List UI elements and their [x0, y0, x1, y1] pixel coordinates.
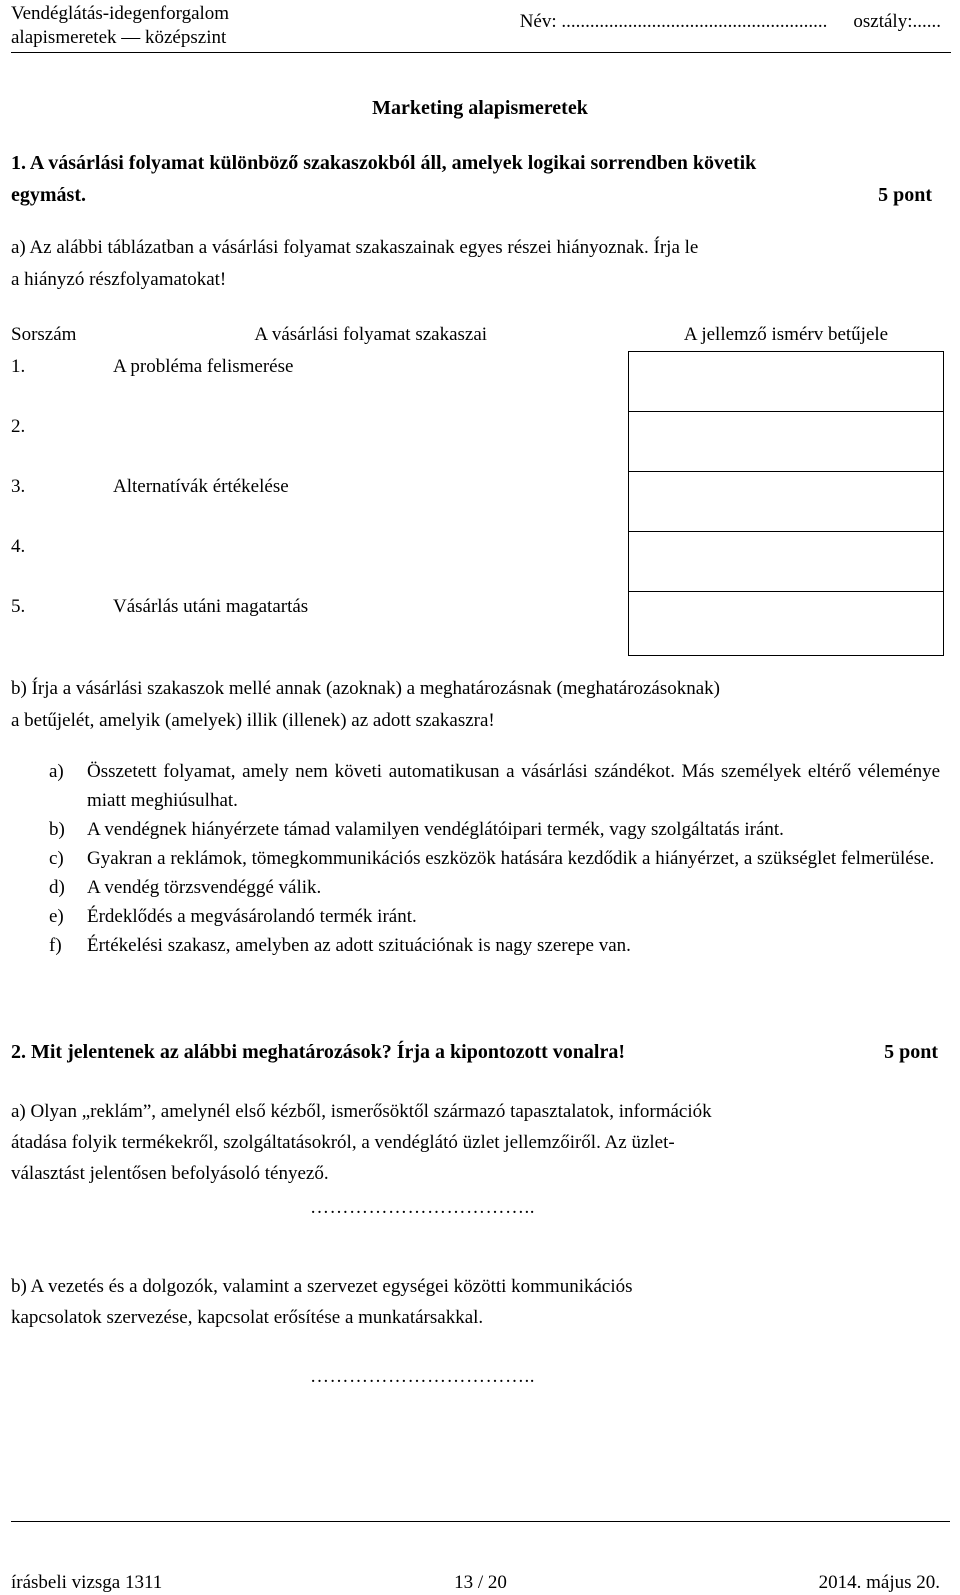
row-letter-cell[interactable]: [629, 352, 944, 412]
row-stage-blank[interactable]: [113, 532, 629, 592]
row-letter-cell[interactable]: [629, 412, 944, 472]
list-item: [11, 815, 940, 844]
header-subject-line1: Vendéglátás-idegenforgalom: [11, 3, 230, 24]
list-item: [11, 931, 940, 960]
question-1-line2: egymást.: [11, 184, 86, 206]
table-row: [11, 352, 944, 412]
definition-label: e): [49, 906, 64, 927]
question-1b-line1: b) Írja a vásárlási szakaszok mellé annak (azoknak) a meghatározásnak (meghatározásoknak): [11, 678, 720, 699]
definition-label: f): [49, 935, 62, 956]
definition-label: c): [49, 848, 64, 869]
question-1a-instruction: [11, 232, 950, 296]
col-header-stage: A vásárlási folyamat szakaszai: [254, 324, 488, 346]
page-footer: [11, 1521, 950, 1593]
question-2-points: 5 pont: [884, 1041, 938, 1063]
row-letter-cell[interactable]: [629, 472, 944, 532]
row-stage[interactable]: Alternatívák értékelése: [113, 475, 289, 497]
question-1b-instruction: [11, 673, 950, 737]
definition-label: b): [49, 819, 65, 840]
table-row: [11, 592, 944, 656]
question-1a-line1: a) Az alábbi táblázatban a vásárlási folyamat szakaszainak egyes részei hiányoznak. Írja le: [11, 237, 699, 258]
question-1b-line2: a betűjelét, amelyik (amelyek) illik (illenek) az adott szakaszra!: [11, 710, 495, 731]
question-2b-line1: b) A vezetés és a dolgozók, valamint a szervezet egységei közötti kommunikációs: [11, 1276, 633, 1297]
row-letter-cell[interactable]: [629, 532, 944, 592]
col-header-letter: A jellemző ismérv betűjele: [683, 324, 889, 345]
definition-label: d): [49, 877, 65, 898]
definition-text: Gyakran a reklámok, tömegkommunikációs eszközök hatására kezdődik a hiányérzet, a szükséglet felmerülése.: [87, 848, 935, 869]
row-number: 4.: [11, 535, 26, 557]
header-subject: [11, 2, 229, 50]
section-title: Marketing alapismeretek: [372, 97, 588, 119]
list-item: [11, 757, 940, 815]
row-stage[interactable]: A probléma felismerése: [113, 355, 294, 377]
row-number: 5.: [11, 595, 26, 617]
footer-date: 2014. május 20.: [818, 1572, 940, 1593]
definitions-list: [11, 757, 940, 960]
definition-text: Összetett folyamat, amely nem követi automatikusan a vásárlási szándékot. Más személyek eltérő véleménye miatt meghiúsulhat.: [87, 761, 940, 811]
definition-text: A vendég törzsvendéggé válik.: [87, 877, 322, 898]
definition-text: Értékelési szakasz, amelyben az adott szituációnak is nagy szerepe van.: [87, 935, 631, 956]
answer-line-a[interactable]: ……………………………..: [310, 1197, 535, 1218]
question-1a-line2: a hiányzó részfolyamatokat!: [11, 269, 227, 290]
footer-exam-code: írásbeli vizsga 1311: [11, 1572, 163, 1593]
definition-text: A vendégnek hiányérzete támad valamilyen vendéglátóipari termék, vagy szolgáltatás iránt.: [87, 819, 784, 840]
row-stage-blank[interactable]: [113, 412, 629, 472]
row-number: 3.: [11, 475, 26, 497]
row-letter-cell[interactable]: [629, 592, 944, 656]
table-header-row: [11, 319, 944, 352]
row-stage[interactable]: Vásárlás utáni magatartás: [113, 595, 309, 617]
answer-line-b[interactable]: ……………………………..: [310, 1366, 535, 1387]
purchase-stages-table: [11, 319, 944, 656]
definition-text: Érdeklődés a megvásárolandó termék iránt.: [87, 906, 417, 927]
footer-page-number: 13 / 20: [454, 1572, 507, 1593]
definition-label: a): [49, 761, 64, 782]
list-item: [11, 902, 940, 931]
row-number: 2.: [11, 415, 26, 437]
question-2a-line2: átadása folyik termékekről, szolgáltatásokról, a vendéglátó üzlet jellemzőiről. Az üzlet-: [11, 1132, 675, 1153]
question-2-title: [11, 1040, 950, 1064]
header-subject-line2: alapismeretek — középszint: [11, 27, 227, 48]
question-2-text: 2. Mit jelentenek az alábbi meghatározások? Írja a kipontozott vonalra!: [11, 1041, 626, 1063]
question-1-text: [11, 147, 950, 211]
col-header-number: Sorszám: [11, 324, 77, 346]
question-2a-line3: választást jelentősen befolyásoló tényező.: [11, 1163, 329, 1184]
table-row: [11, 532, 944, 592]
page-header: [11, 0, 951, 53]
table-row: [11, 412, 944, 472]
row-number: 1.: [11, 355, 26, 377]
class-field[interactable]: osztály:......: [853, 11, 941, 32]
list-item: [11, 873, 940, 902]
header-student-fields: [520, 10, 941, 34]
list-item: [11, 844, 940, 873]
question-2a-text: [11, 1096, 950, 1189]
question-1-line1: 1. A vásárlási folyamat különböző szakaszokból áll, amelyek logikai sorrendben követik: [11, 152, 757, 174]
question-2b-line2: kapcsolatok szervezése, kapcsolat erősítése a munkatársakkal.: [11, 1307, 484, 1328]
name-field[interactable]: Név: ........................................................: [519, 11, 828, 32]
question-2b-text: [11, 1271, 950, 1333]
question-2a-line1: a) Olyan „reklám”, amelynél első kézből, ismerősöktől származó tapasztalatok, információk: [11, 1101, 712, 1122]
question-1-points: 5 pont: [878, 184, 932, 206]
table-row: [11, 472, 944, 532]
